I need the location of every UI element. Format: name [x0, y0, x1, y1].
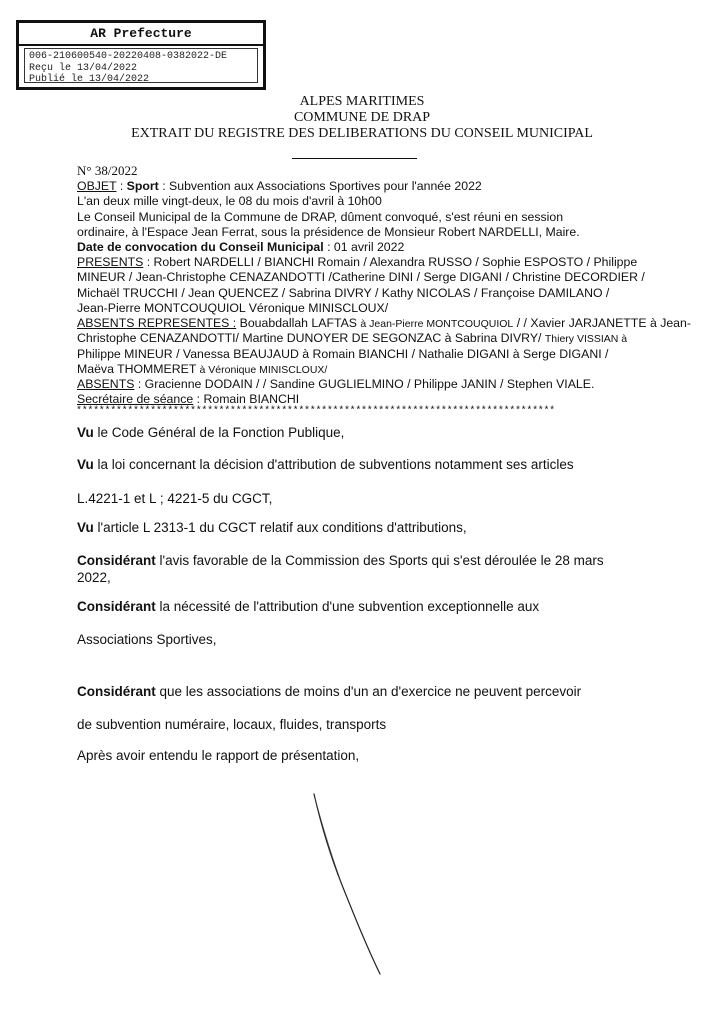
stamp-details: [24, 48, 258, 83]
represented-line-1: [77, 316, 691, 331]
considerant-text-1: l'avis favorable de la Commission des Sports qui s'est déroulée le 28 mars: [155, 553, 604, 568]
object-line: [77, 179, 482, 193]
represented-line-3: Philippe MINEUR / Vanessa BEAUJAUD à Romain BIANCHI / Nathalie DIGANI à Serge DIGANI /: [77, 347, 609, 361]
represented-text-4a: Maëva THOMMERET: [77, 362, 200, 376]
considerant-necessity: [77, 599, 539, 615]
department-title: ALPES MARITIMES: [299, 94, 425, 109]
convened-line-2: ordinaire, à l'Espace Jean Ferrat, sous la présidence de Monsieur Robert NARDELLI, Maire.: [77, 225, 580, 239]
represented-text-2a: Christophe CENAZANDOTTI/ Martine DUNOYER DE SEGONZAC à Sabrina DIVRY/: [77, 331, 545, 345]
represented-line-4: [77, 362, 327, 377]
vu-keyword-1: Vu: [77, 425, 94, 440]
deliberation-number: N° 38/2022: [77, 163, 138, 178]
represented-text-1c: / / Xavier JARJANETTE à Jean-: [513, 316, 691, 330]
signature-stroke: [300, 790, 410, 980]
object-sep: :: [116, 179, 127, 193]
represented-line-2: [77, 331, 627, 346]
register-title: EXTRAIT DU REGISTRE DES DELIBERATIONS DU CONSEIL MUNICIPAL: [131, 126, 593, 141]
object-subject: Sport: [126, 179, 159, 193]
considerant-associations: [77, 684, 581, 700]
secretary-label: Secrétaire de séance: [77, 392, 194, 406]
present-text-1: : Robert NARDELLI / BIANCHI Romain / Alexandra RUSSO / Sophie ESPOSTO / Philippe: [143, 255, 638, 269]
convocation-date: : 01 avril 2022: [323, 240, 405, 254]
convened-line-1: Le Conseil Municipal de la Commune de DRAP, dûment convoqué, s'est réuni en session: [77, 210, 564, 224]
vu-text-2: la loi concernant la décision d'attribution de subventions notamment ses articles: [93, 457, 574, 472]
considerant-associations-continued: de subvention numéraire, locaux, fluides, transports: [77, 717, 387, 732]
convocation-line: [77, 240, 404, 254]
considerant-text-2: la nécessité de l'attribution d'une subvention exceptionnelle aux: [155, 599, 540, 614]
represented-text-4b: à Véronique MINISCLOUX/: [199, 364, 328, 376]
vu-keyword-3: Vu: [77, 520, 94, 535]
vu-text-1: le Code Général de la Fonction Publique,: [93, 425, 345, 440]
present-line-4: Jean-Pierre MONTCOUQUIOL Véronique MINISCLOUX/: [77, 301, 389, 315]
vu-text-3: l'article L 2313-1 du CGCT relatif aux conditions d'attributions,: [93, 520, 467, 535]
represented-text-2b: Thiery VISSIAN à: [544, 333, 628, 345]
present-line-2: MINEUR / Jean-Christophe CENAZANDOTTI /Catherine DINI / Serge DIGANI / Christine DECORDIER /: [77, 270, 645, 284]
prefecture-stamp: [16, 20, 266, 90]
vu-loi-continued: L.4221-1 et L ; 4221-5 du CGCT,: [77, 491, 273, 506]
stamp-published-date: Publié le 13/04/2022: [29, 74, 150, 85]
present-label: PRESENTS: [77, 255, 144, 269]
present-line-3: Michaël TRUCCHI / Jean QUENCEZ / Sabrina DIVRY / Kathy NICOLAS / Françoise DAMILANO /: [77, 286, 610, 300]
considerant-necessity-continued: Associations Sportives,: [77, 632, 217, 647]
secretary-name: : Romain BIANCHI: [193, 392, 300, 406]
vu-keyword-2: Vu: [77, 457, 94, 472]
header-divider: [292, 158, 417, 159]
report-line: Après avoir entendu le rapport de présentation,: [77, 748, 360, 763]
stamp-received-date: Reçu le 13/04/2022: [29, 62, 138, 74]
considerant-keyword-1: Considérant: [77, 553, 156, 568]
considerant-text-3: que les associations de moins d'un an d'exercice ne peuvent percevoir: [155, 684, 582, 699]
considerant-commission-continued: 2022,: [77, 570, 111, 585]
absent-text: : Gracienne DODAIN / / Sandine GUGLIELMINO / Philippe JANIN / Stephen VIALE.: [134, 377, 595, 391]
vu-code-general: [77, 425, 344, 441]
represented-text-1a: Bouabdallah LAFTAS: [236, 316, 361, 330]
considerant-commission: [77, 553, 604, 569]
object-label: OBJET: [77, 179, 117, 193]
vu-article: [77, 520, 467, 536]
session-date: L'an deux mille vingt-deux, le 08 du mois d'avril à 10h00: [77, 194, 382, 208]
absent-line: [77, 377, 594, 391]
secretary-line: [77, 392, 299, 406]
considerant-keyword-2: Considérant: [77, 599, 156, 614]
stamp-reference: 006-210600540-20220408-0382022-DE: [29, 51, 228, 62]
object-text: : Subvention aux Associations Sportives pour l'année 2022: [158, 179, 482, 193]
represented-text-1b: à Jean-Pierre MONTCOUQUIOL: [360, 318, 514, 330]
vu-loi: [77, 457, 574, 473]
present-line-1: [77, 255, 637, 269]
separator-stars: ************************************************************************************: [76, 406, 555, 417]
stamp-title: AR Prefecture: [19, 23, 263, 46]
commune-title: COMMUNE DE DRAP: [293, 110, 431, 125]
convocation-label: Date de convocation du Conseil Municipal: [77, 240, 324, 254]
represented-label: ABSENTS REPRESENTES :: [77, 316, 237, 330]
considerant-keyword-3: Considérant: [77, 684, 156, 699]
absent-label: ABSENTS: [77, 377, 135, 391]
